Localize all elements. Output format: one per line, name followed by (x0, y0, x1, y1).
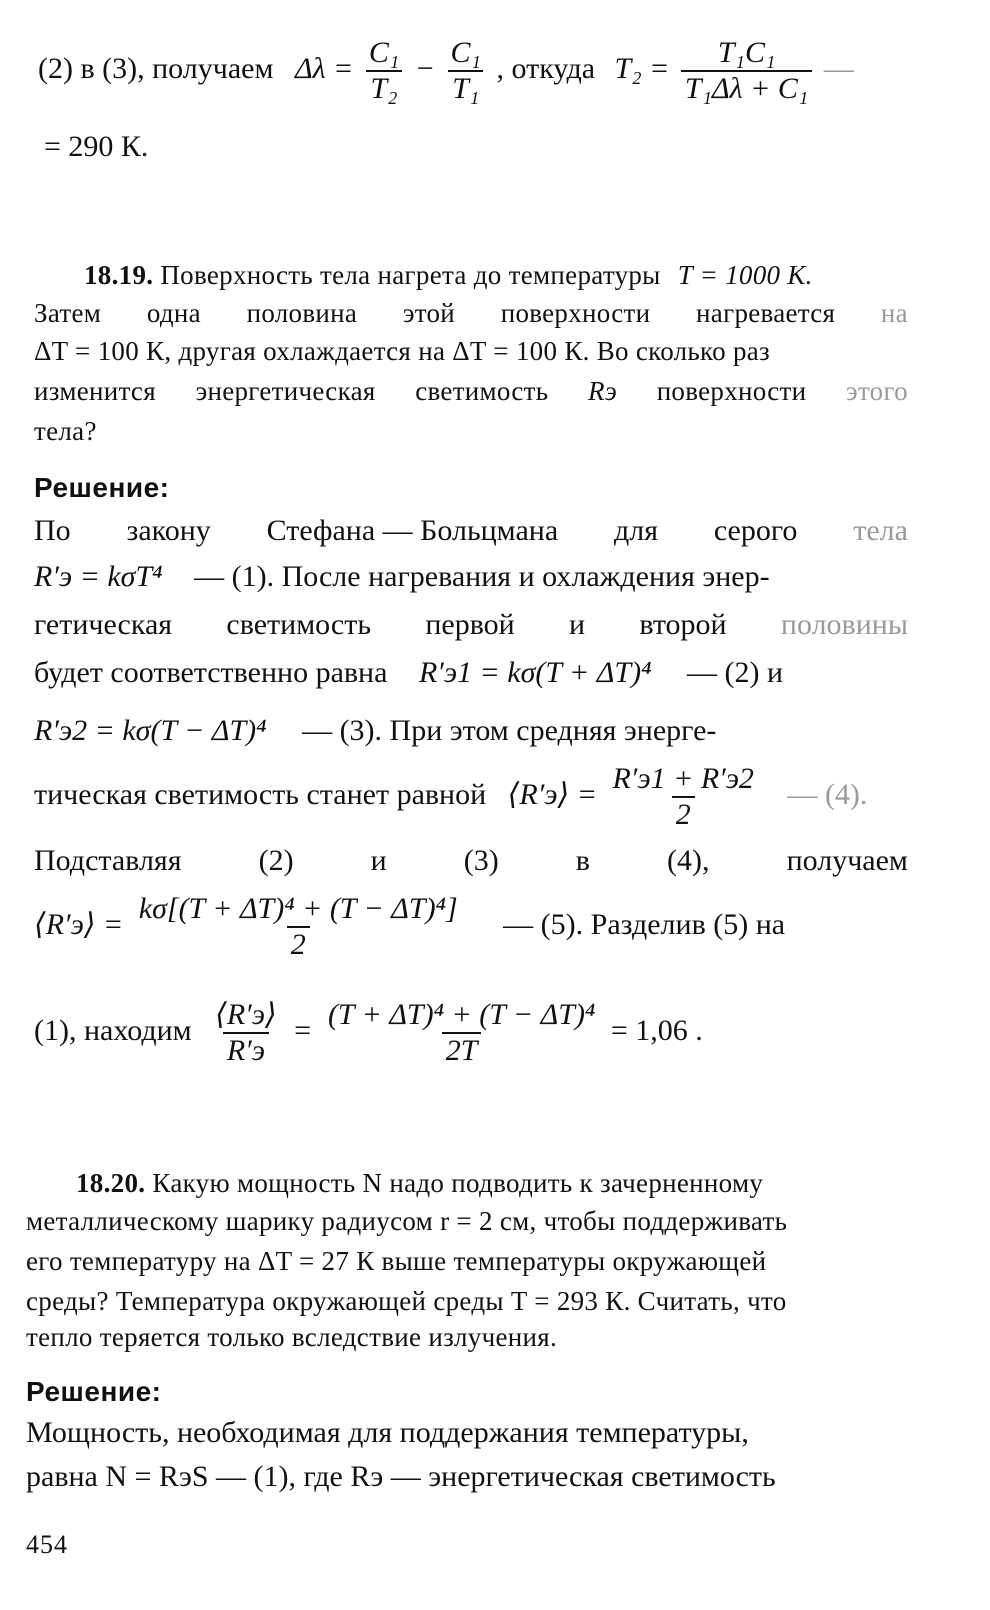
solution-line-7: Подставляя (2) и (3) в (4), получаем (34, 844, 908, 877)
solution-line-5: R′э2 = kσ(T − ΔT)⁴ — (3). При этом средняя энерге- (34, 714, 717, 747)
problem-18-19-line-4: изменится энергетическая светимость Rэ поверхности этого (34, 376, 908, 406)
solution-2-line-1: Мощность, необходимая для поддержания температуры, (26, 1416, 749, 1449)
page-number: 454 (26, 1530, 68, 1559)
solution-line-9: (1), находим $\frac{⟨R'э⟩}{R'э}$ = $\frac{\text{(T + ΔT)⁴ + (T − ΔT)⁴}}{2T}$ = 1,06 . (34, 998, 703, 1067)
problem-18-20-line-2: металлическому шарику радиусом r = 2 см, чтобы поддерживать (26, 1206, 788, 1236)
solution-line-3: гетическая светимость первой и второй половины (34, 608, 908, 641)
delta-lambda: Δλ = (294, 51, 354, 85)
problem-18-19-line-1: 18.19. Поверхность тела нагрета до температуры T = 1000 К. (84, 260, 813, 290)
top-result-line: = 290 К. (44, 130, 149, 163)
top-prefix: (2) в (3), получаем (38, 51, 274, 85)
fraction-c1-t2: $\frac{\text{C₁}}{\text{T₂}}$ (365, 36, 403, 106)
problem-18-20-line-4: среды? Температура окружающей среды T = 293 К. Считать, что (26, 1286, 787, 1316)
final-fraction: $\frac{\text{(T + ΔT)⁴ + (T − ΔT)⁴}}{2T}$ (327, 998, 596, 1067)
problem-18-20-line-1: 18.20. Какую мощность N надо подводить к зачерненному (76, 1168, 764, 1198)
solution-2-line-2: равна N = RэS — (1), где Rэ — энергетическая светимость (26, 1460, 776, 1493)
fraction-t2-result: $\frac{\text{T₁C₁}}{\text{T₁Δλ + C₁}}$ (681, 36, 812, 106)
substitution-fraction: $\frac{\text{kσ[(T + ΔT)⁴ + (T − ΔT)⁴]}}{2}$ (138, 892, 458, 961)
problem-number: 18.19. (84, 260, 154, 290)
problem-number: 18.20. (76, 1168, 146, 1198)
otkuda-word: , откуда (496, 51, 596, 85)
problem-18-19-line-5: тела? (34, 416, 97, 446)
solution-line-4: будет соответственно равна R′э1 = kσ(T + ΔT)⁴ — (2) и (34, 656, 784, 689)
problem-18-19-line-2: Затем одна половина этой поверхности нагревается на (34, 298, 908, 328)
t2-lhs: T₂ = (614, 51, 670, 85)
solution-heading-2: Решение: (26, 1376, 162, 1407)
problem-18-19-line-3: ΔT = 100 К, другая охлаждается на ΔT = 100 К. Во сколько раз (34, 336, 770, 366)
solution-heading: Решение: (34, 472, 170, 503)
problem-18-20-line-5: тепло теряется только вследствие излучения. (26, 1322, 558, 1352)
final-result: = 1,06 . (610, 1013, 703, 1047)
solution-line-6: тическая светимость станет равной ⟨R′э⟩ = $\frac{R'э1 + R'э2}{2}$ — (4). (34, 762, 868, 831)
solution-line-1: По закону Стефана — Больцмана для серого тела (34, 514, 908, 547)
average-fraction: $\frac{R'э1 + R'э2}{2}$ (612, 762, 754, 831)
fraction-c1-t1: $\frac{\text{C₁}}{\text{T₁}}$ (447, 36, 485, 106)
solution-line-2: R′э = kσT⁴ — (1). После нагревания и охлаждения энер- (34, 560, 770, 593)
solution-line-8: ⟨R′э⟩ = $\frac{\text{kσ[(T + ΔT)⁴ + (T − ΔT)⁴]}}{2}$ — (5). Разделив (5) на (34, 892, 786, 961)
top-formula-line: (2) в (3), получаем Δλ = $\frac{\text{C₁}}{\text{T₂}}$ − $\frac{\text{C₁}}{\text{T₁}}$ , откуда T₂ = $\frac{\text{T₁C₁}}{\text{T₁Δλ + C₁}}$ — (38, 36, 854, 105)
ratio-fraction: $\frac{⟨R'э⟩}{R'э}$ (215, 998, 277, 1067)
problem-18-20-line-3: его температуру на ΔT = 27 К выше температуры окружающей (26, 1246, 767, 1276)
